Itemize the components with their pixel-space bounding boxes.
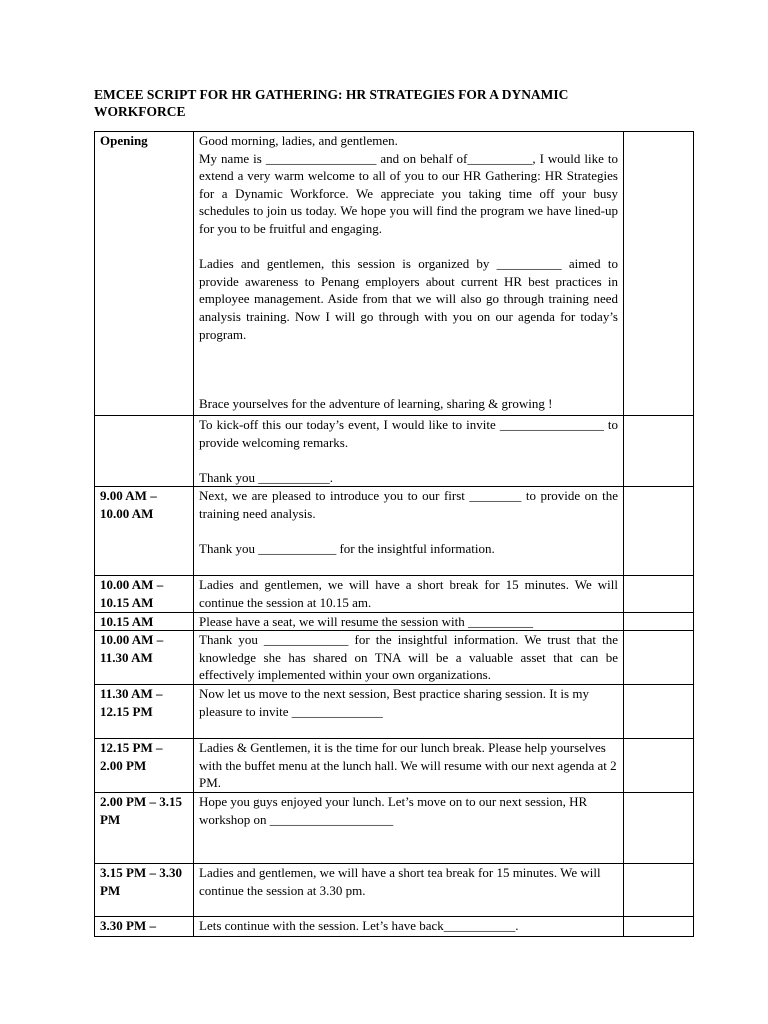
script-cell: [194, 685, 624, 739]
table-row: [95, 612, 694, 631]
script-text: Thank you ___________.: [199, 469, 333, 485]
notes-cell: [624, 132, 694, 416]
time-cell: Opening: [95, 132, 194, 416]
script-text: Next, we are pleased to introduce you to our first ________ to provide on the training need analysis.: [199, 488, 618, 521]
notes-cell: [624, 612, 694, 631]
table-row: [95, 792, 694, 863]
notes-cell: [624, 576, 694, 612]
script-cell: [194, 631, 624, 685]
script-text: Ladies and gentlemen, this session is organized by __________ aimed to provide awareness to Penang employers about current HR best practices in employee management. Aside from that we will also go through training need analysis training. Now I will go through with you on our agenda for today’s program.: [199, 256, 618, 342]
time-cell: 3.15 PM – 3.30 PM: [95, 863, 194, 916]
time-cell: [95, 416, 194, 487]
script-text: Good morning, ladies, and gentlemen.: [199, 133, 398, 148]
time-cell: 3.30 PM –: [95, 916, 194, 936]
table-row: [95, 916, 694, 936]
script-text: Hope you guys enjoyed your lunch. Let’s move on to our next session, HR workshop on ___________________: [199, 793, 588, 827]
script-cell: [194, 576, 624, 612]
time-cell: 10.15 AM: [95, 612, 194, 631]
script-cell: [194, 612, 624, 631]
notes-cell: [624, 916, 694, 936]
table-row: [95, 631, 694, 685]
time-cell: 9.00 AM – 10.00 AM: [95, 487, 194, 576]
time-cell: 11.30 AM – 12.15 PM: [95, 685, 194, 739]
table-row: [95, 739, 694, 793]
notes-cell: [624, 792, 694, 863]
script-text: To kick-off this our today’s event, I would like to invite ________________ to provide welcoming remarks.: [199, 417, 618, 450]
table-row: [95, 132, 694, 416]
script-cell: [194, 132, 624, 416]
notes-cell: [624, 863, 694, 916]
table-row: [95, 685, 694, 739]
script-text: Now let us move to the next session, Best practice sharing session. It is my pleasure to invite ______________: [199, 686, 589, 719]
notes-cell: [624, 631, 694, 685]
script-text: Lets continue with the session. Let’s have back___________.: [199, 917, 519, 933]
script-cell: [194, 739, 624, 793]
notes-cell: [624, 685, 694, 739]
script-cell: [194, 487, 624, 576]
table-row: [95, 416, 694, 487]
notes-cell: [624, 416, 694, 487]
table-row: [95, 487, 694, 576]
script-text: Ladies and gentlemen, we will have a short break for 15 minutes. We will continue the session at 10.15 am.: [199, 577, 618, 610]
emcee-script-table: [94, 131, 694, 937]
script-text: My name is _________________ and on behalf of__________, I would like to extend a very warm welcome to all of you to our HR Gathering: HR Strategies for a Dynamic Workforce. We appreciate you taking time off your busy schedules to join us today. We hope you will find the program we have lined-up for you to be fruitful and engaging.: [199, 150, 618, 236]
script-cell: [194, 792, 624, 863]
time-cell: 10.00 AM – 11.30 AM: [95, 631, 194, 685]
script-text: Please have a seat, we will resume the session with __________: [199, 613, 533, 629]
script-text: Brace yourselves for the adventure of learning, sharing & growing !: [199, 396, 553, 412]
time-cell: 10.00 AM – 10.15 AM: [95, 576, 194, 612]
document-title: EMCEE SCRIPT FOR HR GATHERING: HR STRATEGIES FOR A DYNAMIC WORKFORCE: [94, 87, 569, 119]
script-text: Thank you _____________ for the insightful information. We trust that the knowledge she has shared on TNA will be a valuable asset that can be effectively implemented within your own organizations.: [199, 632, 618, 683]
script-cell: [194, 863, 624, 916]
notes-cell: [624, 739, 694, 793]
script-text: Thank you ____________ for the insightful information.: [199, 541, 495, 557]
table-row: [95, 863, 694, 916]
script-cell: [194, 416, 624, 487]
table-row: [95, 576, 694, 612]
time-cell: 2.00 PM – 3.15 PM: [95, 792, 194, 863]
script-text: Ladies and gentlemen, we will have a short tea break for 15 minutes. We will continue the session at 3.30 pm.: [199, 864, 601, 898]
script-cell: [194, 916, 624, 936]
time-cell: 12.15 PM – 2.00 PM: [95, 739, 194, 793]
script-text: Ladies & Gentlemen, it is the time for our lunch break. Please help yourselves with the buffet menu at the lunch hall. We will resume with our next agenda at 2 PM.: [199, 740, 617, 791]
notes-cell: [624, 487, 694, 576]
